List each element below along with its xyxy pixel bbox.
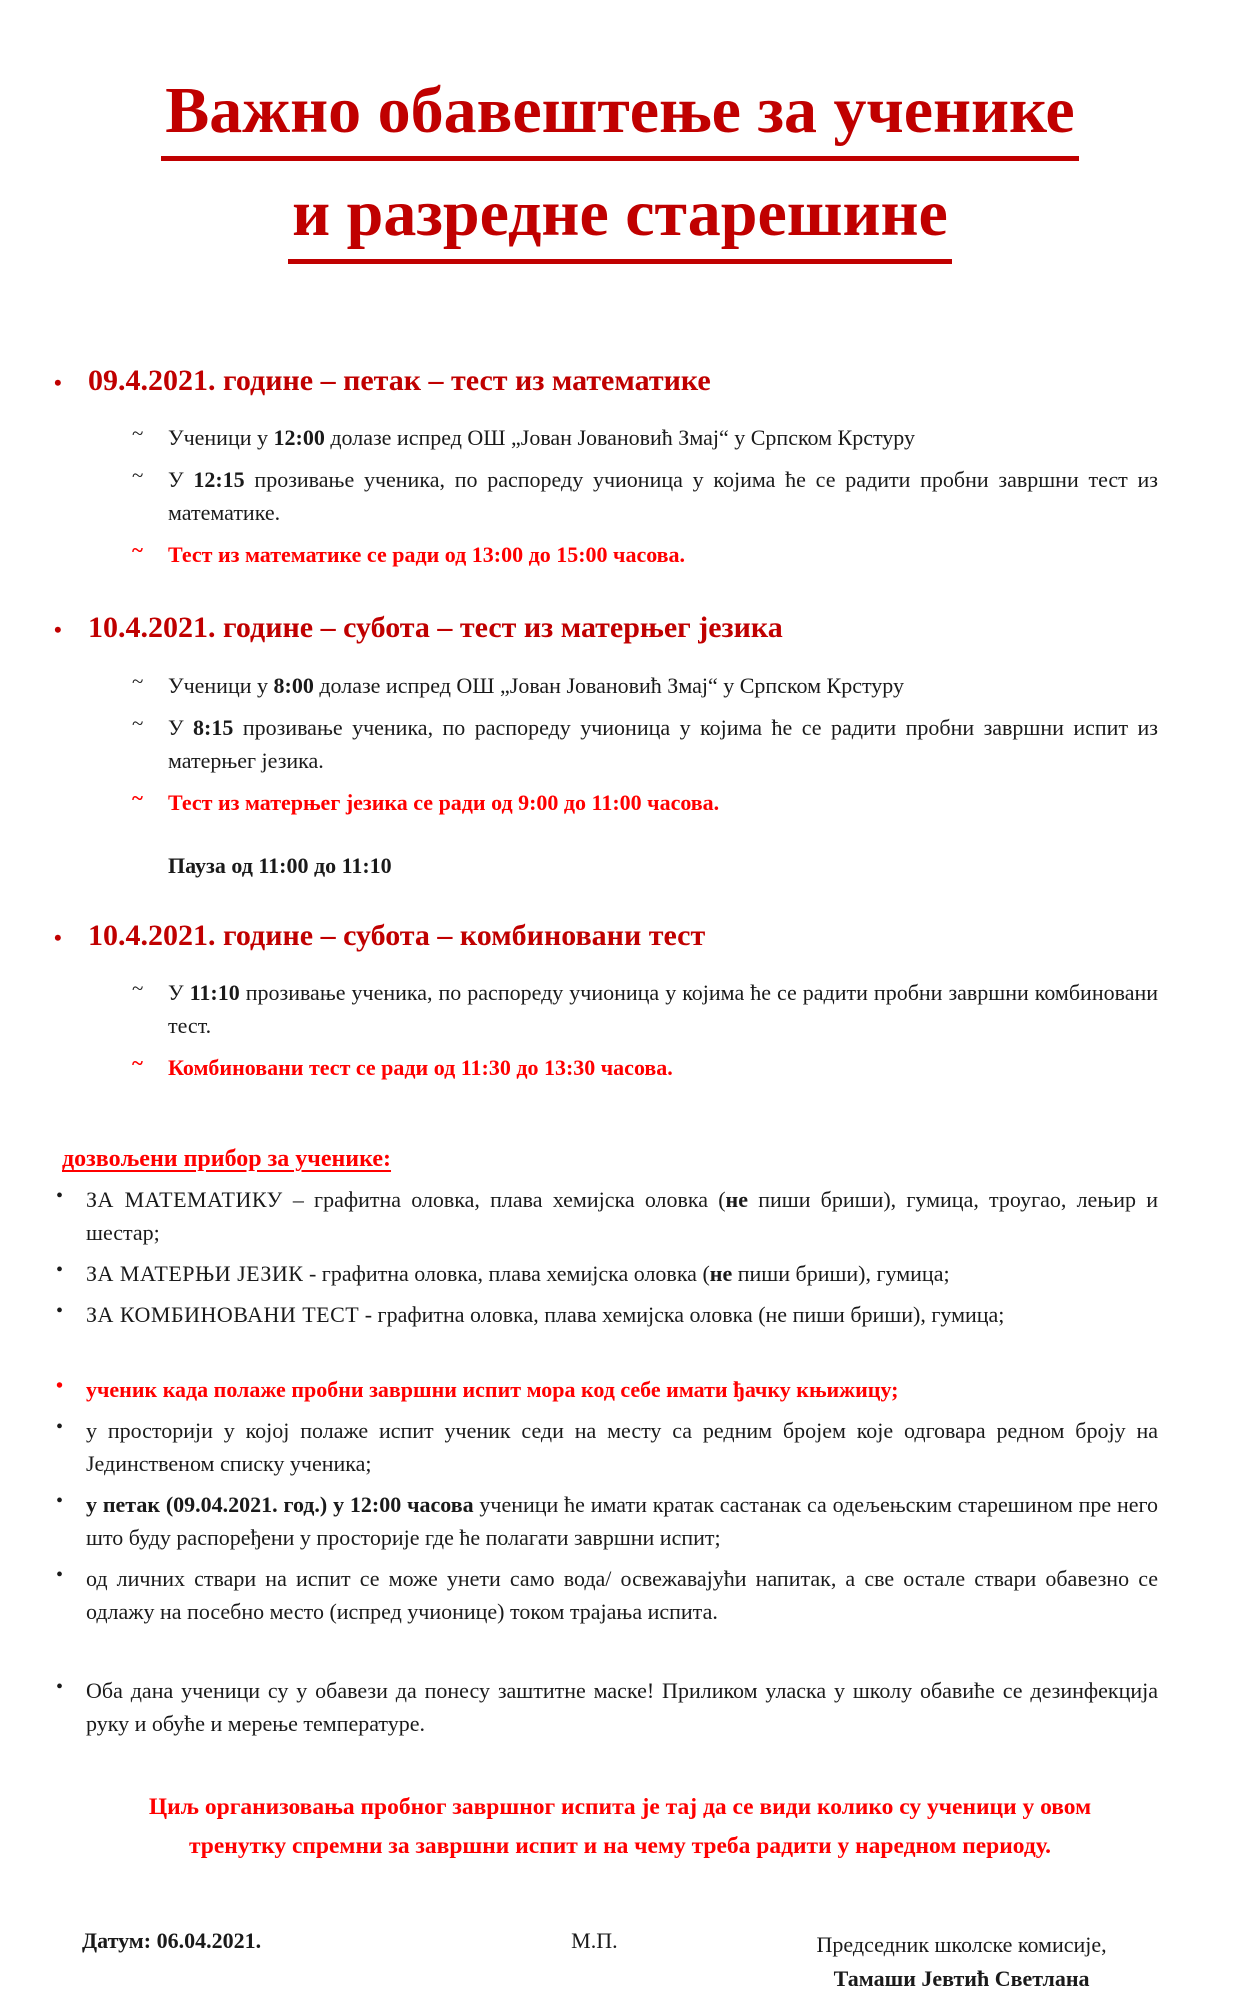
title-line-2: и разредне старешине <box>288 175 952 264</box>
equipment-item <box>56 1183 1158 1249</box>
president-block <box>765 1928 1158 1996</box>
schedule-item-text: Ученици у 8:00 долазе испред ОШ „Јован Јовановић Змај“ у Српском Крстуру <box>168 672 905 698</box>
rule-item-text: у просторији у којој полаже испит ученик седи на месту са редним бројем које одговара редном броју на Јединственом списку ученика; <box>86 1418 1158 1477</box>
bullet-marker: • <box>56 1490 64 1513</box>
schedule-item <box>82 711 1158 777</box>
schedule-item-highlight <box>82 1051 1158 1084</box>
equipment-item-text: ЗА КОМБИНОВАНИ ТЕСТ - графитна оловка, плава хемијска оловка (не пиши бриши), гумица; <box>86 1302 1005 1328</box>
schedule-list <box>82 669 1158 819</box>
equipment-list <box>56 1183 1158 1331</box>
schedule-item-highlight <box>82 538 1158 571</box>
tilde-marker: ~ <box>132 976 144 1001</box>
masks-list <box>56 1674 1158 1740</box>
bullet-marker: • <box>56 1564 64 1587</box>
schedule-item-text: У 11:10 прозивање ученика, по распореду учионица у којима ће се радити пробни завршни комбиновани тест. <box>168 980 1158 1039</box>
date-label: Датум: 06.04.2021. <box>82 1927 262 1953</box>
section-math-test <box>54 362 1158 572</box>
rule-item <box>56 1488 1158 1554</box>
tilde-marker: ~ <box>132 1051 143 1076</box>
tilde-marker: ~ <box>132 668 144 693</box>
schedule-item <box>82 669 1158 702</box>
notice-title <box>82 72 1158 278</box>
schedule-item-text: Ученици у 12:00 долазе испред ОШ „Јован Јовановић Змај“ у Српском Крстуру <box>168 425 916 451</box>
section-heading <box>54 917 1158 955</box>
masks-note-text: Оба дана ученици су у обавези да понесу заштитне маске! Приликом уласка у школу обавиће се дезинфекција руку и обуће и мерење температуре. <box>86 1678 1158 1737</box>
schedule-item-text: Тест из матерњег језика се ради од 9:00 до 11:00 часова. <box>168 789 720 815</box>
rule-item-text: ученик када полаже пробни завршни испит мора код себе имати ђачку књижицу; <box>86 1377 899 1403</box>
bullet-marker: • <box>56 1300 64 1323</box>
schedule-item <box>82 421 1158 454</box>
schedule-item-text: Комбиновани тест се ради од 11:30 до 13:30 часова. <box>168 1055 673 1081</box>
tilde-marker: ~ <box>132 710 144 735</box>
equipment-heading: дозвољени прибор за ученике: <box>62 1146 392 1173</box>
section-heading-text: 10.4.2021. године – субота – тест из матерњег језика <box>88 611 783 645</box>
goal-note: Циљ организовања пробног завршног испита је тај да се види колико су ученици у овом тренутку спремни за завршни испит и на чему треба радити у наредном периоду. <box>148 1794 1092 1860</box>
section-combined-test <box>54 917 1158 1085</box>
rule-item <box>56 1414 1158 1480</box>
rules-list <box>56 1373 1158 1628</box>
equipment-item-text: ЗА МАТЕМАТИКУ – графитна оловка, плава хемијска оловка (не пиши бриши), гумица, троугао, лењир и шестар; <box>86 1187 1158 1246</box>
bullet-marker: • <box>56 1185 64 1208</box>
title-line-1: Важно обавештење за ученике <box>161 72 1078 161</box>
rule-item-text: од личних ствари на испит се може унети само вода/ освежавајући напитак, а све остале ствари обавезно се одлажу на посебно место (испред учионице) током трајања испита. <box>86 1566 1158 1625</box>
equipment-item <box>56 1298 1158 1331</box>
bullet-marker: • <box>56 1676 64 1699</box>
schedule-list <box>82 421 1158 571</box>
tilde-marker: ~ <box>132 785 143 810</box>
schedule-list <box>82 976 1158 1084</box>
bullet-marker: • <box>56 1375 64 1398</box>
stamp-label: М.П. <box>571 1927 618 1953</box>
schedule-item-text: У 8:15 прозивање ученика, по распореду учионица у којима ће се радити пробни завршни испит из матерњег језика. <box>168 714 1158 773</box>
president-title: Председник школске комисије, <box>816 1931 1107 1957</box>
equipment-item-text: ЗА МАТЕРЊИ ЈЕЗИК - графитна оловка, плава хемијска оловка (не пиши бриши), гумица; <box>86 1261 950 1287</box>
pause-note: Пауза од 11:00 до 11:10 <box>168 852 392 878</box>
schedule-item-text: У 12:15 прозивање ученика, по распореду учионица у којима ће се радити пробни завршни тест из математике. <box>168 467 1158 526</box>
schedule-item-text: Тест из математике се ради од 13:00 до 15:00 часова. <box>168 542 686 568</box>
section-heading-text: 10.4.2021. године – субота – комбиновани тест <box>88 918 706 952</box>
section-heading <box>54 609 1158 647</box>
president-name: Тамаши Јевтић Светлана <box>833 1965 1090 1991</box>
bullet-marker: • <box>54 924 62 950</box>
schedule-item <box>82 976 1158 1042</box>
bullet-marker: • <box>54 617 62 643</box>
rule-item <box>56 1562 1158 1628</box>
tilde-marker: ~ <box>132 421 144 446</box>
tilde-marker: ~ <box>132 538 143 563</box>
bullet-marker: • <box>56 1416 64 1439</box>
footer <box>82 1928 1158 1996</box>
section-heading-text: 09.4.2021. године – петак – тест из математике <box>88 363 711 397</box>
equipment-item <box>56 1257 1158 1290</box>
tilde-marker: ~ <box>132 463 144 488</box>
bullet-marker: • <box>54 369 62 395</box>
section-heading <box>54 362 1158 400</box>
rule-item-text: у петак (09.04.2021. год.) у 12:00 часова ученици ће имати кратак састанак са одељењским старешином пре него што буду распоређени у просторије где ће полагати завршни испит; <box>86 1492 1158 1551</box>
schedule-item <box>82 463 1158 529</box>
rule-item-highlight <box>56 1373 1158 1406</box>
section-language-test <box>54 609 1158 879</box>
masks-note <box>56 1674 1158 1740</box>
schedule-item-highlight <box>82 786 1158 819</box>
bullet-marker: • <box>56 1259 64 1282</box>
